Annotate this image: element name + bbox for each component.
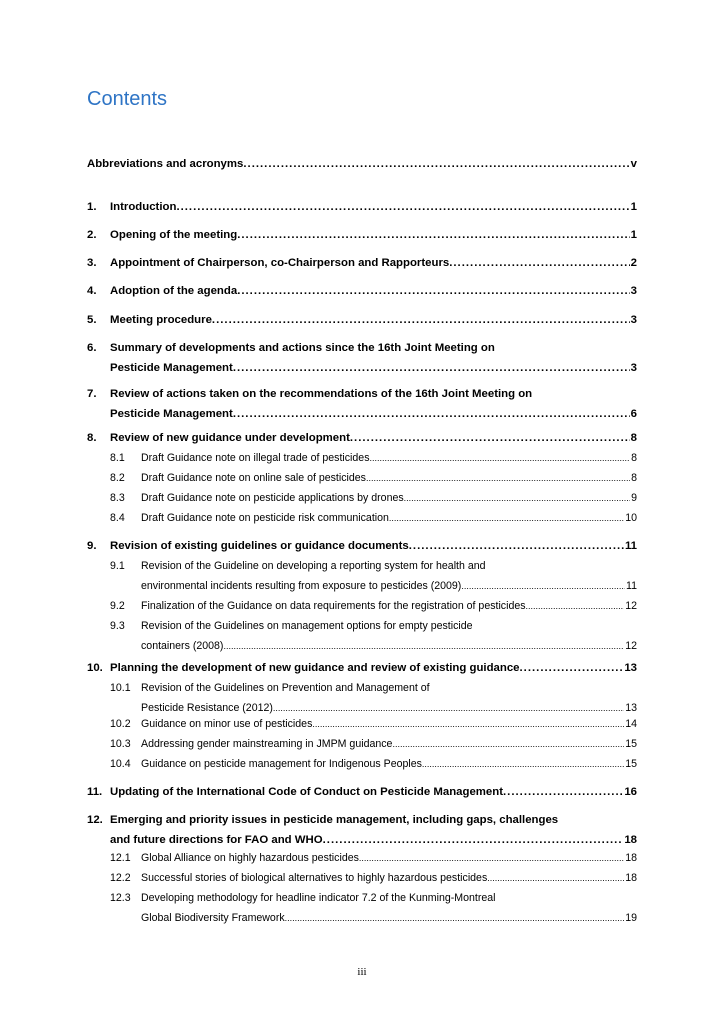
toc-entry-line1 [87, 888, 637, 908]
toc-entry-text: Pesticide Management [110, 408, 233, 420]
toc-entry-page: 11 [626, 580, 637, 592]
toc-entry-line1 [87, 678, 637, 698]
toc-entry-text-line1: Revision of the Guidelines on Prevention and Management of [141, 682, 430, 694]
dot-leader [285, 908, 625, 928]
toc-entry-number: 8.1 [110, 452, 125, 464]
toc-entry-number: 1. [87, 201, 97, 213]
toc-entry-page: 18 [625, 852, 637, 864]
toc-entry[interactable] [87, 428, 637, 448]
dot-leader [409, 536, 624, 556]
dot-leader [370, 448, 631, 468]
toc-entry-text: Revision of existing guidelines or guidance documents [110, 540, 409, 552]
toc-entry[interactable] [87, 714, 637, 734]
toc-entry[interactable] [87, 596, 637, 616]
toc-entry-text: Global Biodiversity Framework [141, 912, 285, 924]
toc-entry-page: 18 [624, 834, 637, 846]
toc-entry-text: Pesticide Resistance (2012) [141, 702, 273, 714]
toc-entry-number: 7. [87, 388, 97, 400]
toc-entry-number: 8.3 [110, 492, 125, 504]
dot-leader [359, 848, 624, 868]
dot-leader [350, 428, 630, 448]
dot-leader [389, 508, 624, 528]
toc-entry-number: 10.2 [110, 718, 131, 730]
toc-entry[interactable] [87, 488, 637, 508]
dot-leader [461, 576, 625, 596]
toc-entry-line1 [87, 616, 637, 636]
toc-entry-number: 9.1 [110, 560, 125, 572]
toc-entry[interactable] [87, 404, 637, 424]
dot-leader [520, 658, 624, 678]
toc-entry-page: 12 [625, 640, 637, 652]
toc-entry[interactable] [87, 197, 637, 217]
toc-entry-page: 12 [625, 600, 637, 612]
toc-entry-page: 6 [630, 408, 637, 420]
toc-entry-page: v [630, 158, 637, 170]
toc-entry-text: Draft Guidance note on online sale of pesticides [141, 472, 366, 484]
dot-leader [233, 358, 630, 378]
toc-entry-text: Finalization of the Guidance on data requirements for the registration of pesticides [141, 600, 526, 612]
toc-entry-text: Abbreviations and acronyms [87, 158, 244, 170]
dot-leader [237, 225, 629, 245]
toc-entry-text: Successful stories of biological alternatives to highly hazardous pesticides [141, 872, 488, 884]
toc-entry[interactable] [87, 734, 637, 754]
dot-leader [392, 734, 624, 754]
toc-entry[interactable] [87, 908, 637, 928]
toc-entry-line1 [87, 384, 637, 404]
toc-entry-text: Updating of the International Code of Conduct on Pesticide Management [110, 786, 503, 798]
toc-entry-text: Adoption of the agenda [110, 285, 238, 297]
toc-entry-number: 6. [87, 342, 97, 354]
dot-leader [223, 636, 624, 656]
toc-entry-page: 2 [630, 257, 637, 269]
toc-entry-text: Opening of the meeting [110, 229, 238, 241]
toc-entry-text: Guidance on minor use of pesticides [141, 718, 313, 730]
toc-entry-page: 19 [625, 912, 637, 924]
toc-entry[interactable] [87, 225, 637, 245]
toc-entry-text: Draft Guidance note on pesticide risk communication [141, 512, 389, 524]
toc-entry-page: 9 [631, 492, 637, 504]
toc-entry[interactable] [87, 576, 637, 596]
toc-entry-text-line1: Revision of the Guideline on developing a reporting system for health and [141, 560, 486, 572]
toc-entry-page: 16 [624, 786, 637, 798]
toc-entry-page: 11 [624, 540, 637, 552]
toc-entry[interactable] [87, 468, 637, 488]
toc-entry-line1 [87, 338, 637, 358]
toc-entry-page: 1 [630, 201, 637, 213]
toc-entry-number: 12. [87, 814, 103, 826]
toc-entry-text: Draft Guidance note on illegal trade of pesticides [141, 452, 370, 464]
toc-entry-number: 4. [87, 285, 97, 297]
toc-entry-page: 13 [625, 702, 637, 714]
dot-leader [176, 197, 629, 217]
toc-entry-number: 8.2 [110, 472, 125, 484]
toc-entry-number: 10.1 [110, 682, 131, 694]
page-title: Contents [87, 88, 168, 110]
toc-entry-page: 3 [630, 362, 637, 374]
toc-entry-page: 3 [630, 285, 637, 297]
toc-entry-text: Addressing gender mainstreaming in JMPM guidance [141, 738, 393, 750]
dot-leader [233, 404, 630, 424]
toc-entry-number: 12.1 [110, 852, 131, 864]
toc-entry-page: 1 [630, 229, 637, 241]
toc-entry-number: 9.3 [110, 620, 125, 632]
toc-entry-page: 8 [631, 472, 637, 484]
toc-entry-number: 2. [87, 229, 97, 241]
toc-entry[interactable] [87, 154, 637, 174]
toc-entry[interactable] [87, 508, 637, 528]
toc-entry-text: and future directions for FAO and WHO [110, 834, 323, 846]
toc-entry-text: Introduction [110, 201, 177, 213]
toc-entry-page: 15 [625, 738, 637, 750]
toc-entry-line1 [87, 556, 637, 576]
toc-entry-number: 5. [87, 314, 97, 326]
toc-entry[interactable] [87, 253, 637, 273]
toc-entry-number: 3. [87, 257, 97, 269]
toc-entry-page: 3 [630, 314, 637, 326]
toc-entry-number: 12.3 [110, 892, 131, 904]
toc-entry-text: Global Alliance on highly hazardous pesticides [141, 852, 359, 864]
dot-leader [212, 310, 630, 330]
toc-entry-page: 15 [625, 758, 637, 770]
page-number-footer: iii [357, 966, 367, 978]
dot-leader [366, 468, 630, 488]
toc-entry-line1 [87, 810, 637, 830]
toc-entry[interactable] [87, 658, 637, 678]
toc-entry[interactable] [87, 310, 637, 330]
toc-entry[interactable] [87, 281, 637, 301]
dot-leader [487, 868, 624, 888]
dot-leader [449, 253, 629, 273]
dot-leader [243, 154, 629, 174]
toc-entry-text-line1: Developing methodology for headline indicator 7.2 of the Kunming-Montreal [141, 892, 496, 904]
toc-entry[interactable] [87, 536, 637, 556]
toc-entry-text: Guidance on pesticide management for Indigenous Peoples [141, 758, 422, 770]
toc-entry-text-line1: Revision of the Guidelines on management options for empty pesticide [141, 620, 473, 632]
dot-leader [404, 488, 630, 508]
dot-leader [312, 714, 624, 734]
toc-entry-text: Draft Guidance note on pesticide applications by drones [141, 492, 404, 504]
toc-entry-text-line1: Summary of developments and actions since the 16th Joint Meeting on [110, 342, 495, 354]
toc-entry-page: 14 [625, 718, 637, 730]
toc-entry-text: containers (2008) [141, 640, 224, 652]
toc-entry-page: 8 [630, 432, 637, 444]
toc-entry-text: environmental incidents resulting from exposure to pesticides (2009) [141, 580, 462, 592]
dot-leader [323, 830, 624, 850]
toc-entry-number: 8.4 [110, 512, 125, 524]
toc-entry[interactable] [87, 358, 637, 378]
toc-entry-number: 10. [87, 662, 103, 674]
toc-entry-text: Meeting procedure [110, 314, 212, 326]
toc-entry-text: Planning the development of new guidance and review of existing guidance [110, 662, 520, 674]
dot-leader [422, 754, 624, 774]
toc-entry-page: 10 [625, 512, 637, 524]
dot-leader [526, 596, 625, 616]
toc-entry[interactable] [87, 448, 637, 468]
toc-entry[interactable] [87, 830, 637, 850]
toc-entry-text-line1: Emerging and priority issues in pesticide management, including gaps, challenges [110, 814, 559, 826]
toc-entry[interactable] [87, 868, 637, 888]
toc-entry-page: 8 [631, 452, 637, 464]
toc-entry-number: 9. [87, 540, 97, 552]
toc-entry[interactable] [87, 782, 637, 802]
toc-entry[interactable] [87, 636, 637, 656]
toc-entry-number: 10.4 [110, 758, 131, 770]
toc-entry-number: 10.3 [110, 738, 131, 750]
toc-entry-text-line1: Review of actions taken on the recommendations of the 16th Joint Meeting on [110, 388, 533, 400]
toc-entry-page: 13 [624, 662, 637, 674]
dot-leader [503, 782, 623, 802]
toc-entry-page: 18 [625, 872, 637, 884]
toc-entry-number: 12.2 [110, 872, 131, 884]
toc-entry[interactable] [87, 754, 637, 774]
toc-entry-number: 8. [87, 432, 97, 444]
toc-entry[interactable] [87, 848, 637, 868]
toc-entry-text: Pesticide Management [110, 362, 233, 374]
toc-entry-number: 9.2 [110, 600, 125, 612]
toc-entry-number: 11. [87, 786, 103, 798]
toc-entry-text: Appointment of Chairperson, co-Chairperson and Rapporteurs [110, 257, 450, 269]
toc-entry-text: Review of new guidance under development [110, 432, 350, 444]
dot-leader [237, 281, 629, 301]
